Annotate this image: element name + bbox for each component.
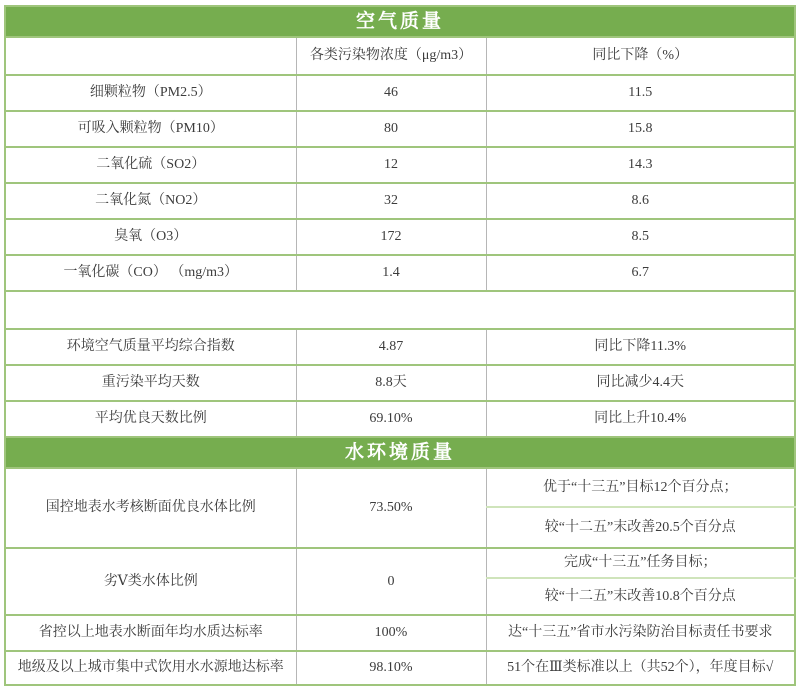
summary-note: 同比减少4.4天 [486,365,795,401]
pollutant-label: 二氧化硫（SO2） [5,147,296,183]
environment-quality-table [4,5,796,686]
pollutant-value: 80 [296,111,486,147]
pollutant-label: 二氧化氮（NO2） [5,183,296,219]
summary-label: 重污染平均天数 [5,365,296,401]
water-section-row [5,437,795,468]
pollutant-value: 1.4 [296,255,486,291]
table-row-drinking-water-rate [5,651,795,685]
pollutant-value: 12 [296,147,486,183]
water-value: 73.50% [296,468,486,548]
summary-note: 同比下降11.3% [486,329,795,365]
table-row-pm10 [5,111,795,147]
pollutant-value: 172 [296,219,486,255]
pollutant-decline: 14.3 [486,147,795,183]
water-note-top: 完成“十三五”任务目标； [486,548,795,578]
water-note: 51个在Ⅲ类标准以上（共52个），年度目标√ [486,651,795,685]
water-value: 98.10% [296,651,486,685]
pollutant-value: 32 [296,183,486,219]
pollutant-decline: 8.6 [486,183,795,219]
water-value: 0 [296,548,486,615]
water-note-top: 优于“十三五”目标12个百分点； [486,468,795,507]
water-section-title: 水环境质量 [5,437,795,468]
water-label: 国控地表水考核断面优良水体比例 [5,468,296,548]
table-row-surface-water-good-ratio [5,468,795,507]
water-note-bottom: 较“十二五”末改善10.8个百分点 [486,578,795,615]
spacer-row [5,291,795,329]
air-section-title: 空气质量 [5,6,795,37]
water-note: 达“十三五”省市水污染防治目标责任书要求 [486,615,795,651]
pollutant-decline: 15.8 [486,111,795,147]
table-row-o3 [5,219,795,255]
summary-value: 8.8天 [296,365,486,401]
water-value: 100% [296,615,486,651]
pollutant-label: 臭氧（O3） [5,219,296,255]
summary-note: 同比上升10.4% [486,401,795,437]
water-label: 省控以上地表水断面年均水质达标率 [5,615,296,651]
air-header-blank [5,37,296,75]
summary-label: 环境空气质量平均综合指数 [5,329,296,365]
table-row-provincial-section-rate [5,615,795,651]
summary-value: 4.87 [296,329,486,365]
pollutant-label: 细颗粒物（PM2.5） [5,75,296,111]
air-section-row [5,6,795,37]
pollutant-decline: 8.5 [486,219,795,255]
water-label: 地级及以上城市集中式饮用水水源地达标率 [5,651,296,685]
summary-value: 69.10% [296,401,486,437]
table-row-no2 [5,183,795,219]
pollutant-value: 46 [296,75,486,111]
table-row-composite-index [5,329,795,365]
table-row-co [5,255,795,291]
table-row-good-days-ratio [5,401,795,437]
pollutant-label: 可吸入颗粒物（PM10） [5,111,296,147]
pollutant-label: 一氧化碳（CO） （mg/m3） [5,255,296,291]
air-header-decline: 同比下降（%） [486,37,795,75]
water-label: 劣Ⅴ类水体比例 [5,548,296,615]
spacer-cell [5,291,795,329]
table-row-so2 [5,147,795,183]
table-row-pm25 [5,75,795,111]
pollutant-decline: 6.7 [486,255,795,291]
table-row-heavy-pollution-days [5,365,795,401]
table-row-inferior-v-ratio [5,548,795,578]
air-header-concentration: 各类污染物浓度（μg/m3） [296,37,486,75]
pollutant-decline: 11.5 [486,75,795,111]
air-header-row [5,37,795,75]
summary-label: 平均优良天数比例 [5,401,296,437]
water-note-bottom: 较“十二五”末改善20.5个百分点 [486,507,795,548]
